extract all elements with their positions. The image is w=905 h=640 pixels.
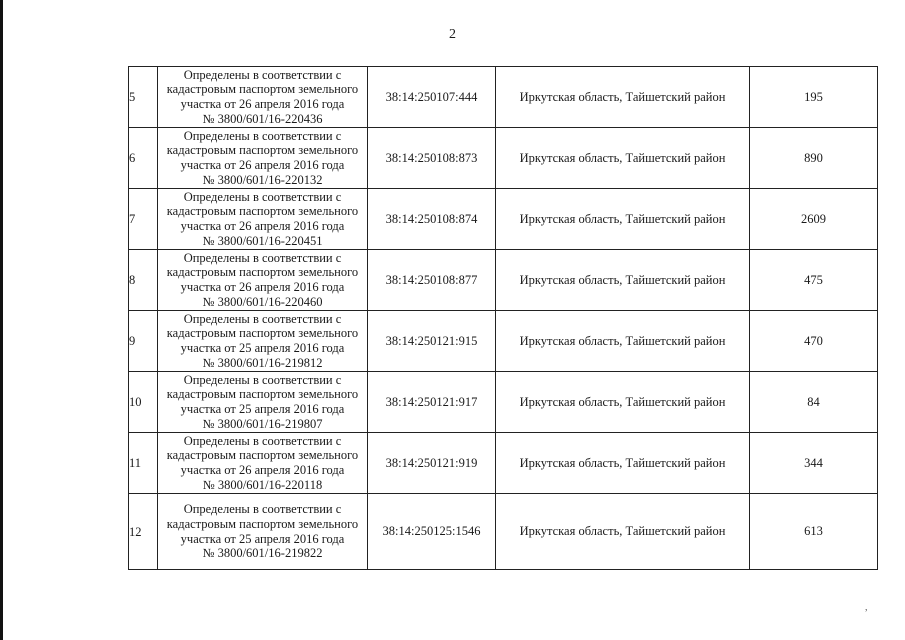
description-line: кадастровым паспортом земельного: [166, 516, 359, 531]
cadastral-number: 38:14:250108:874: [368, 189, 496, 250]
description-line: кадастровым паспортом земельного: [166, 265, 359, 280]
description-line: Определены в соответствии с: [183, 372, 342, 387]
description-line: № 3800/601/16-220132: [202, 172, 323, 187]
land-plots-table: [128, 66, 878, 570]
page-number: 2: [449, 27, 456, 42]
row-description: [158, 67, 368, 128]
table-body: [129, 67, 878, 570]
description-line: кадастровым паспортом земельного: [166, 387, 359, 402]
area: 344: [750, 433, 878, 494]
description-line: № 3800/601/16-220118: [202, 477, 323, 492]
address: Иркутская область, Тайшетский район: [496, 311, 750, 372]
address: Иркутская область, Тайшетский район: [496, 128, 750, 189]
table-row: [129, 67, 878, 128]
address: Иркутская область, Тайшетский район: [496, 433, 750, 494]
description-line: Определены в соответствии с: [183, 311, 342, 326]
description-line: кадастровым паспортом земельного: [166, 204, 359, 219]
description-line: № 3800/601/16-220436: [202, 111, 323, 126]
area: 890: [750, 128, 878, 189]
cadastral-number: 38:14:250125:1546: [368, 494, 496, 570]
row-number: 10: [129, 372, 158, 433]
description-line: № 3800/601/16-219812: [202, 355, 323, 370]
description-line: № 3800/601/16-220451: [202, 233, 323, 248]
table-row: [129, 433, 878, 494]
description-line: участка от 26 апреля 2016 года: [180, 158, 345, 172]
description-line: кадастровым паспортом земельного: [166, 326, 359, 341]
area: 84: [750, 372, 878, 433]
table-row: [129, 128, 878, 189]
area: 475: [750, 250, 878, 311]
description-line: участка от 26 апреля 2016 года: [180, 97, 345, 111]
cadastral-number: 38:14:250121:915: [368, 311, 496, 372]
address: Иркутская область, Тайшетский район: [496, 250, 750, 311]
table-row: [129, 189, 878, 250]
description-line: Определены в соответствии с: [183, 250, 342, 265]
description-line: № 3800/601/16-219807: [202, 416, 323, 431]
description-line: № 3800/601/16-220460: [202, 294, 323, 309]
row-description: [158, 128, 368, 189]
row-number: 9: [129, 311, 158, 372]
row-description: [158, 372, 368, 433]
description-line: участка от 25 апреля 2016 года: [180, 402, 345, 416]
scan-edge: [0, 0, 3, 640]
description-line: Определены в соответствии с: [183, 433, 342, 448]
area: 195: [750, 67, 878, 128]
table-row: [129, 494, 878, 570]
row-number: 5: [129, 67, 158, 128]
area: 470: [750, 311, 878, 372]
row-description: [158, 250, 368, 311]
address: Иркутская область, Тайшетский район: [496, 372, 750, 433]
row-description: [158, 189, 368, 250]
table-row: [129, 372, 878, 433]
description-line: участка от 26 апреля 2016 года: [180, 280, 345, 294]
description-line: Определены в соответствии с: [183, 189, 342, 204]
cadastral-number: 38:14:250121:919: [368, 433, 496, 494]
description-line: Определены в соответствии с: [183, 502, 342, 517]
description-line: кадастровым паспортом земельного: [166, 448, 359, 463]
row-description: [158, 494, 368, 570]
row-number: 8: [129, 250, 158, 311]
table-row: [129, 311, 878, 372]
area: 613: [750, 494, 878, 570]
table-row: [129, 250, 878, 311]
description-line: кадастровым паспортом земельного: [166, 143, 359, 158]
description-line: № 3800/601/16-219822: [202, 546, 323, 561]
description-line: участка от 25 апреля 2016 года: [180, 531, 345, 546]
row-number: 6: [129, 128, 158, 189]
description-line: участка от 25 апреля 2016 года: [180, 341, 345, 355]
area: 2609: [750, 189, 878, 250]
description-line: участка от 26 апреля 2016 года: [180, 463, 345, 477]
address: Иркутская область, Тайшетский район: [496, 67, 750, 128]
address: Иркутская область, Тайшетский район: [496, 189, 750, 250]
cadastral-number: 38:14:250107:444: [368, 67, 496, 128]
cadastral-number: 38:14:250121:917: [368, 372, 496, 433]
description-line: участка от 26 апреля 2016 года: [180, 219, 345, 233]
row-number: 12: [129, 494, 158, 570]
address: Иркутская область, Тайшетский район: [496, 494, 750, 570]
row-number: 7: [129, 189, 158, 250]
cadastral-number: 38:14:250108:877: [368, 250, 496, 311]
row-number: 11: [129, 433, 158, 494]
description-line: кадастровым паспортом земельного: [166, 82, 359, 97]
row-description: [158, 311, 368, 372]
description-line: Определены в соответствии с: [183, 67, 342, 82]
description-line: Определены в соответствии с: [183, 128, 342, 143]
scan-mark: ,: [865, 602, 868, 613]
row-description: [158, 433, 368, 494]
cadastral-number: 38:14:250108:873: [368, 128, 496, 189]
